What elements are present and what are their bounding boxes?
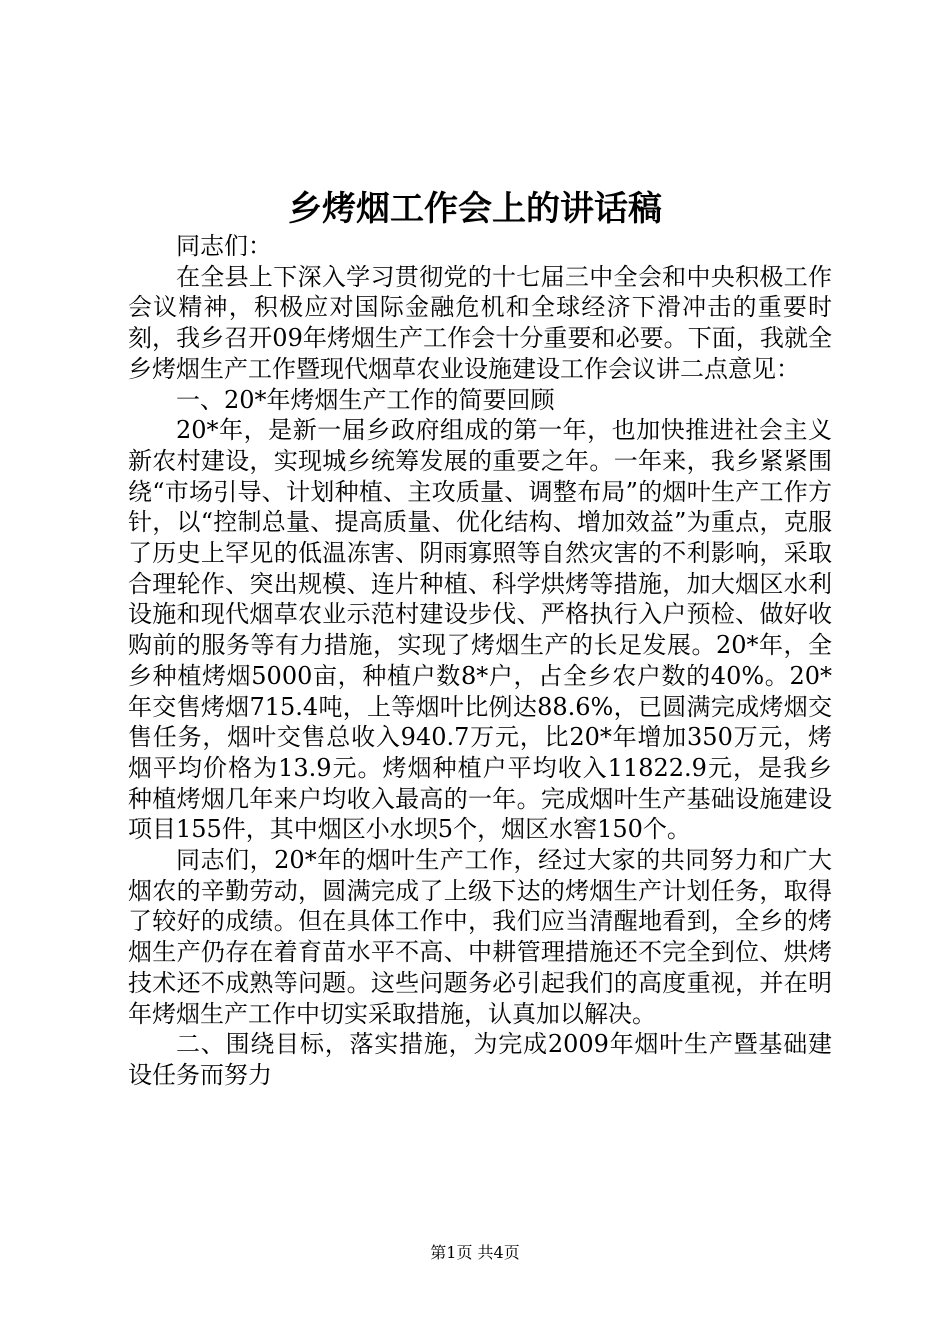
paragraph-intro: 在全县上下深入学习贯彻党的十七届三中全会和中央积极工作会议精神，积极应对国际金融危机和全球经济下滑冲击的重要时刻，我乡召开09年烤烟生产工作会十分重要和必要。下面，我就全乡烤烟生产工作暨现代烟草农业设施建设工作会议讲二点意见：: [128, 262, 832, 383]
section-heading-2: 二、围绕目标，落实措施，为完成2009年烟叶生产暨基础建设任务而努力: [128, 1030, 832, 1089]
salutation: 同志们：: [176, 232, 272, 260]
document-body: [128, 231, 832, 1091]
paragraph-review: 20*年，是新一届乡政府组成的第一年，也加快推进社会主义新农村建设，实现城乡统筹发展的重要之年。一年来，我乡紧紧围绕“市场引导、计划种植、主攻质量、调整布局”的烟叶生产工作方针，以“控制总量、提高质量、优化结构、增加效益”为重点，克服了历史上罕见的低温冻害、阴雨寡照等自然灾害的不利影响，采取合理轮作、突出规模、连片种植、科学烘烤等措施，加大烟区水利设施和现代烟草农业示范村建设步伐、严格执行入户预检、做好收购前的服务等有力措施，实现了烤烟生产的长足发展。20*年，全乡种植烤烟5000亩，种植户数8*户，占全乡农户数的40%。20*年交售烤烟715.4吨，上等烟叶比例达88.6%，已圆满完成烤烟交售任务，烟叶交售总收入940.7万元，比20*年增加350万元，烤烟平均价格为13.9元。烤烟种植户平均收入11822.9元，是我乡种植烤烟几年来户均收入最高的一年。完成烟叶生产基础设施建设项目155件，其中烟区小水坝5个，烟区水窖150个。: [128, 416, 832, 844]
paragraph-problems: 同志们，20*年的烟叶生产工作，经过大家的共同努力和广大烟农的辛勤劳动，圆满完成了上级下达的烤烟生产计划任务，取得了较好的成绩。但在具体工作中，我们应当清醒地看到，全乡的烤烟生产仍存在着育苗水平不高、中耕管理措施还不完全到位、烘烤技术还不成熟等问题。这些问题务必引起我们的高度重视，并在明年烤烟生产工作中切实采取措施，认真加以解决。: [128, 846, 832, 1028]
section-heading-1: 一、20*年烤烟生产工作的简要回顾: [176, 385, 555, 414]
document-title: 乡烤烟工作会上的讲话稿: [288, 189, 662, 229]
page-footer: 第1页 共4页: [430, 1243, 520, 1262]
